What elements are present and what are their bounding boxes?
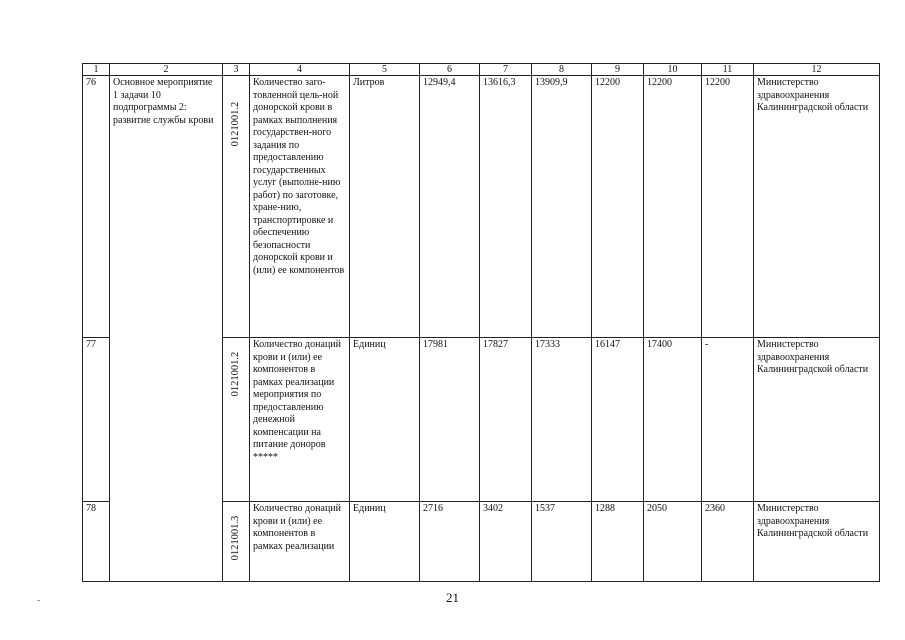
budget-code: 0121001.2 xyxy=(229,101,241,147)
header-cell: 7 xyxy=(480,64,532,76)
value-col-11: - xyxy=(702,338,754,502)
header-cell: 10 xyxy=(644,64,702,76)
value-col-7: 3402 xyxy=(480,502,532,582)
header-cell: 2 xyxy=(110,64,223,76)
budget-code: 0121001.2 xyxy=(229,351,241,397)
table-row xyxy=(83,76,880,338)
header-cell: 8 xyxy=(532,64,592,76)
value-col-10: 2050 xyxy=(644,502,702,582)
code-cell xyxy=(223,502,250,582)
unit: Единиц xyxy=(350,338,420,502)
indicator-name xyxy=(250,502,350,582)
indicator-name: Количество заго-товленной цель-ной донорской крови в рамках выполнения государствен-ного задания по предоставлению государственных услуг (выполне-нию работ) по заготовке, хране-нию, транспортировке и обеспечению безопасности донорской крови и (или) ее компонентов xyxy=(250,76,350,338)
value-col-10: 17400 xyxy=(644,338,702,502)
value-col-11: 2360 xyxy=(702,502,754,582)
header-cell: 11 xyxy=(702,64,754,76)
row-number: 77 xyxy=(83,338,110,502)
value-col-8: 1537 xyxy=(532,502,592,582)
header-cell: 9 xyxy=(592,64,644,76)
value-col-7: 17827 xyxy=(480,338,532,502)
unit: Литров xyxy=(350,76,420,338)
indicator-name: Количество донаций крови и (или) ее компонентов в рамках реализации мероприятия по предоставлению денежной компенсации на питание доноров ***** xyxy=(250,338,350,502)
indicator-table xyxy=(82,63,880,582)
responsible-agency: Министерство здравоохранения Калининградской области xyxy=(754,338,880,502)
value-col-6: 12949,4 xyxy=(420,76,480,338)
value-col-7: 13616,3 xyxy=(480,76,532,338)
budget-code: 0121001.3 xyxy=(229,515,241,561)
header-cell: 1 xyxy=(83,64,110,76)
row-number: 76 xyxy=(83,76,110,338)
header-row xyxy=(83,64,880,76)
value-col-6: 2716 xyxy=(420,502,480,582)
header-cell: 5 xyxy=(350,64,420,76)
responsible-agency: Министерство здравоохранения Калининградской области xyxy=(754,76,880,338)
value-col-9: 16147 xyxy=(592,338,644,502)
unit: Единиц xyxy=(350,502,420,582)
header-cell: 12 xyxy=(754,64,880,76)
value-col-8: 13909,9 xyxy=(532,76,592,338)
event-name: Основное мероприятие 1 задачи 10 подпрограммы 2: развитие службы крови xyxy=(110,76,223,582)
row-number: 78 xyxy=(83,502,110,582)
value-col-11: 12200 xyxy=(702,76,754,338)
value-col-9: 12200 xyxy=(592,76,644,338)
value-col-10: 12200 xyxy=(644,76,702,338)
header-cell: 3 xyxy=(223,64,250,76)
code-cell xyxy=(223,76,250,338)
header-cell: 6 xyxy=(420,64,480,76)
value-col-9: 1288 xyxy=(592,502,644,582)
value-col-6: 17981 xyxy=(420,338,480,502)
code-cell xyxy=(223,338,250,502)
responsible-agency: Министерство здравоохранения Калининградской области xyxy=(754,502,880,582)
header-cell: 4 xyxy=(250,64,350,76)
value-col-8: 17333 xyxy=(532,338,592,502)
scan-mark xyxy=(37,600,40,601)
indicator-text: Количество донаций крови и (или) ее компонентов в рамках реализации xyxy=(253,503,341,552)
page-number: 21 xyxy=(446,590,459,605)
